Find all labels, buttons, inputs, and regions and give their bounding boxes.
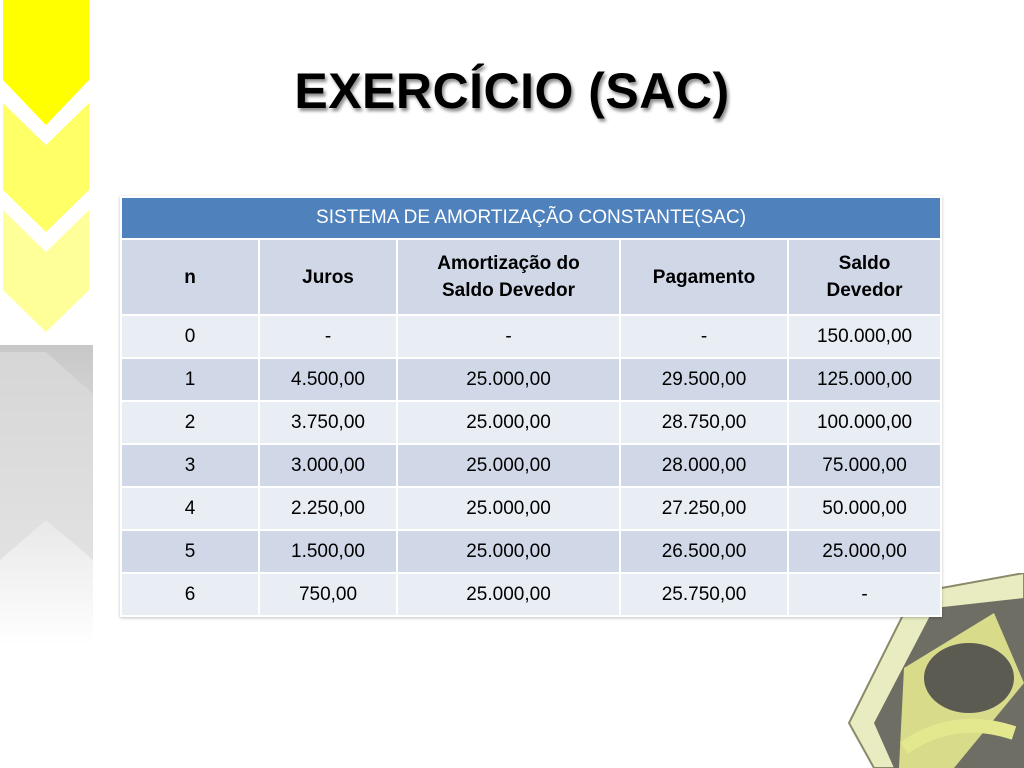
table-row [121,401,941,444]
cell-juros: 1.500,00 [259,530,397,573]
cell-n: 0 [121,315,259,358]
table-row [121,315,941,358]
cell-juros: 2.250,00 [259,487,397,530]
cell-saldo-devedor: - [788,573,941,616]
cell-juros: 750,00 [259,573,397,616]
cell-amortizacao: - [397,315,620,358]
column-header-juros: Juros [259,239,397,315]
column-header-pagamento: Pagamento [620,239,788,315]
table-row [121,358,941,401]
column-header-saldo-devedor: Saldo Devedor [788,239,941,315]
page-title: EXERCÍCIO (SAC) [294,63,730,119]
cell-amortizacao: 25.000,00 [397,530,620,573]
table-row [121,487,941,530]
cell-saldo-devedor: 25.000,00 [788,530,941,573]
cell-pagamento: - [620,315,788,358]
cell-n: 3 [121,444,259,487]
cell-juros: 3.000,00 [259,444,397,487]
cell-n: 4 [121,487,259,530]
cell-amortizacao: 25.000,00 [397,401,620,444]
table-caption-row [121,197,941,239]
table-header-row [121,239,941,315]
table-row [121,530,941,573]
column-header-n: n [121,239,259,315]
cell-saldo-devedor: 50.000,00 [788,487,941,530]
cell-pagamento: 28.000,00 [620,444,788,487]
table-row [121,444,941,487]
cell-pagamento: 28.750,00 [620,401,788,444]
table-row [121,573,941,616]
cell-n: 1 [121,358,259,401]
cell-saldo-devedor: 100.000,00 [788,401,941,444]
cell-juros: 4.500,00 [259,358,397,401]
cell-juros: 3.750,00 [259,401,397,444]
cell-n: 6 [121,573,259,616]
cell-n: 2 [121,401,259,444]
cell-amortizacao: 25.000,00 [397,444,620,487]
cell-saldo-devedor: 150.000,00 [788,315,941,358]
cell-amortizacao: 25.000,00 [397,573,620,616]
cell-amortizacao: 25.000,00 [397,487,620,530]
cell-pagamento: 26.500,00 [620,530,788,573]
cell-pagamento: 29.500,00 [620,358,788,401]
sac-table [120,196,942,617]
cell-saldo-devedor: 125.000,00 [788,358,941,401]
column-header-amortizacao: Amortização do Saldo Devedor [397,239,620,315]
table-caption: SISTEMA DE AMORTIZAÇÃO CONSTANTE(SAC) [121,197,941,239]
cell-pagamento: 25.750,00 [620,573,788,616]
cell-amortizacao: 25.000,00 [397,358,620,401]
cell-saldo-devedor: 75.000,00 [788,444,941,487]
cell-pagamento: 27.250,00 [620,487,788,530]
cell-n: 5 [121,530,259,573]
cell-juros: - [259,315,397,358]
